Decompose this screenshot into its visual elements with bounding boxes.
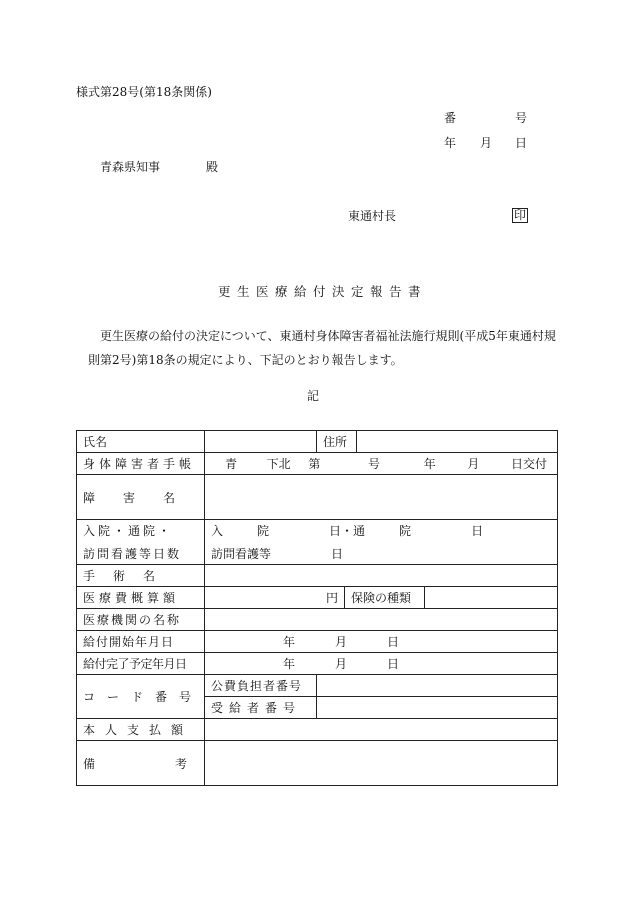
- end-day: 日: [387, 657, 400, 671]
- field-insurance[interactable]: [425, 587, 558, 609]
- handbook-gou: 号: [368, 457, 381, 471]
- field-disability[interactable]: [205, 475, 558, 520]
- label-self-pay: 本人支払額: [77, 719, 205, 741]
- label-institution: 医療機関の名称: [77, 609, 205, 631]
- days-houmon: 訪問看護等: [211, 547, 272, 561]
- honorific: 殿: [206, 160, 219, 174]
- field-self-pay[interactable]: [205, 719, 558, 741]
- field-institution[interactable]: [205, 609, 558, 631]
- field-days[interactable]: [205, 520, 558, 565]
- start-month: 月: [335, 635, 348, 649]
- number-label-ban: 番: [444, 111, 457, 125]
- sender: 東通村長: [348, 209, 397, 223]
- label-surgery: 手術名: [77, 565, 205, 587]
- label-remarks: 備考: [77, 741, 205, 786]
- start-day: 日: [387, 635, 400, 649]
- field-name[interactable]: [205, 431, 317, 453]
- field-recipient[interactable]: [317, 697, 558, 719]
- row-surgery: [77, 565, 558, 587]
- label-end-date: 給付完了予定年月日: [77, 653, 205, 675]
- number-label-gou: 号: [515, 111, 528, 125]
- row-disability: [77, 475, 558, 520]
- field-public-payer[interactable]: [317, 675, 558, 697]
- end-year: 年: [283, 657, 296, 671]
- handbook-kofu: 日交付: [511, 457, 548, 471]
- field-end-date[interactable]: [205, 653, 558, 675]
- days-houmon-day: 日: [331, 547, 344, 561]
- handbook-tsuki: 月: [467, 457, 480, 471]
- row-end-date: [77, 653, 558, 675]
- date-year-label: 年: [444, 136, 457, 150]
- field-address[interactable]: [357, 431, 558, 453]
- document-title: 更生医療給付決定報告書: [218, 284, 428, 299]
- label-cost: 医療費概算額: [77, 587, 205, 609]
- days-in2: 院: [399, 524, 412, 538]
- date-month-label: 月: [480, 136, 493, 150]
- body-text-line1: 更生医療の給付の決定について、東通村身体障害者福祉法施行規則(平成5年東通村規: [100, 329, 556, 343]
- days-tsu: 日・通: [329, 524, 366, 538]
- row-days: [77, 520, 558, 565]
- row-institution: [77, 609, 558, 631]
- field-start-date[interactable]: [205, 631, 558, 653]
- row-public-payer: [77, 675, 558, 697]
- row-start-date: [77, 631, 558, 653]
- days-nyu: 入: [211, 524, 224, 538]
- label-insurance: 保険の種類: [345, 587, 425, 609]
- report-form-table: [76, 430, 558, 786]
- label-days: 入院・通院・ 訪問看護等日数: [77, 520, 205, 565]
- label-start-date: 給付開始年月日: [77, 631, 205, 653]
- end-month: 月: [335, 657, 348, 671]
- row-cost: [77, 587, 558, 609]
- form-number: 様式第28号(第18条関係): [76, 85, 212, 99]
- days-day: 日: [471, 524, 484, 538]
- handbook-dai: 第: [308, 457, 321, 471]
- addressee: 青森県知事: [100, 160, 161, 174]
- seal-mark: 印: [514, 208, 527, 222]
- body-text-line2: 則第2号)第18条の規定により、下記のとおり報告します。: [88, 353, 403, 367]
- label-recipient: 受給者番号: [205, 697, 317, 719]
- field-handbook[interactable]: [205, 453, 558, 475]
- row-self-pay: [77, 719, 558, 741]
- start-year: 年: [283, 635, 296, 649]
- label-address: 住所: [317, 431, 357, 453]
- ki-mark: 記: [307, 389, 320, 403]
- row-remarks: [77, 741, 558, 786]
- row-handbook: [77, 453, 558, 475]
- handbook-shimokita: 下北: [266, 457, 291, 471]
- yen-unit: 円: [326, 591, 339, 605]
- label-code: コード番号: [77, 675, 205, 719]
- label-disability: 障害名: [77, 475, 205, 520]
- field-surgery[interactable]: [205, 565, 558, 587]
- days-in: 院: [257, 524, 270, 538]
- handbook-ao: 青: [225, 457, 238, 471]
- label-public-payer: 公費負担者番号: [205, 675, 317, 697]
- handbook-nen: 年: [423, 457, 436, 471]
- row-name: [77, 431, 558, 453]
- label-handbook: 身体障害者手帳: [77, 453, 205, 475]
- field-cost[interactable]: [205, 587, 345, 609]
- date-day-label: 日: [515, 136, 528, 150]
- label-name: 氏名: [77, 431, 205, 453]
